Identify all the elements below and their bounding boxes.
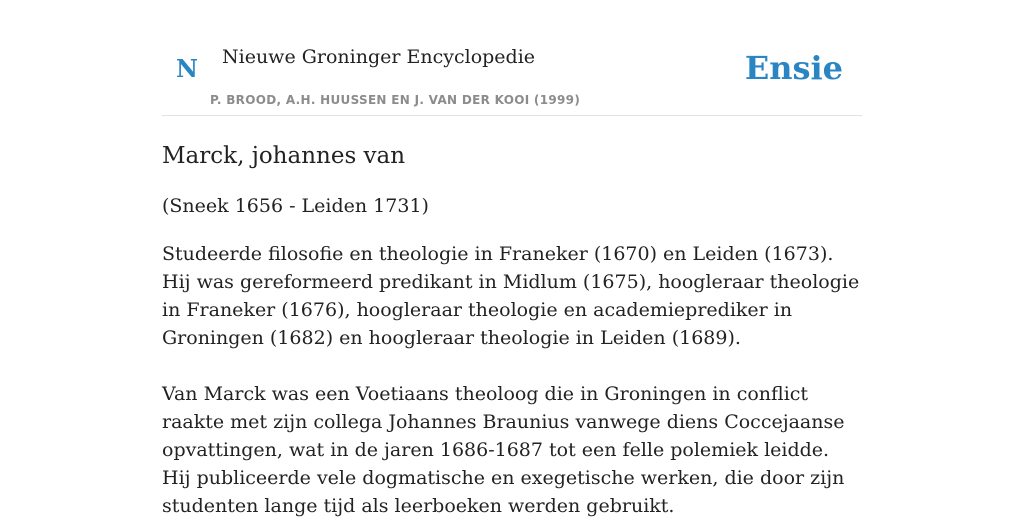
lemma-title: Marck, johannes van bbox=[162, 143, 406, 169]
article-paragraph: Van Marck was een Voetiaans theoloog die in Groningen in conflict raakte met zijn collega Johannes Braunius vanwege diens Coccejaanse opvattingen, wat in de jaren 1686-1687 tot een felle polemiek leidde. Hij publiceerde vele dogmatische en exegetische werken, die door zijn studenten lange tijd als leerboeken werden gebruikt. bbox=[162, 383, 845, 518]
book-logo-icon[interactable]: N bbox=[176, 54, 198, 83]
book-header bbox=[162, 0, 862, 116]
lemma-subtitle: (Sneek 1656 - Leiden 1731) bbox=[162, 194, 429, 217]
article-paragraph: Studeerde filosofie en theologie in Franeker (1670) en Leiden (1673). Hij was gereformeerd predikant in Midlum (1675), hoogleraar theologie in Franeker (1676), hoogleraar theologie en academieprediker in Groningen (1682) en hoogleraar theologie in Leiden (1689). bbox=[162, 243, 860, 350]
ensie-brand-link[interactable]: Ensie bbox=[744, 49, 843, 87]
book-title[interactable]: Nieuwe Groninger Encyclopedie bbox=[222, 46, 536, 68]
page-container bbox=[162, 0, 862, 520]
book-authors: P. BROOD, A.H. HUUSSEN EN J. VAN DER KOOI (1999) bbox=[210, 93, 581, 107]
